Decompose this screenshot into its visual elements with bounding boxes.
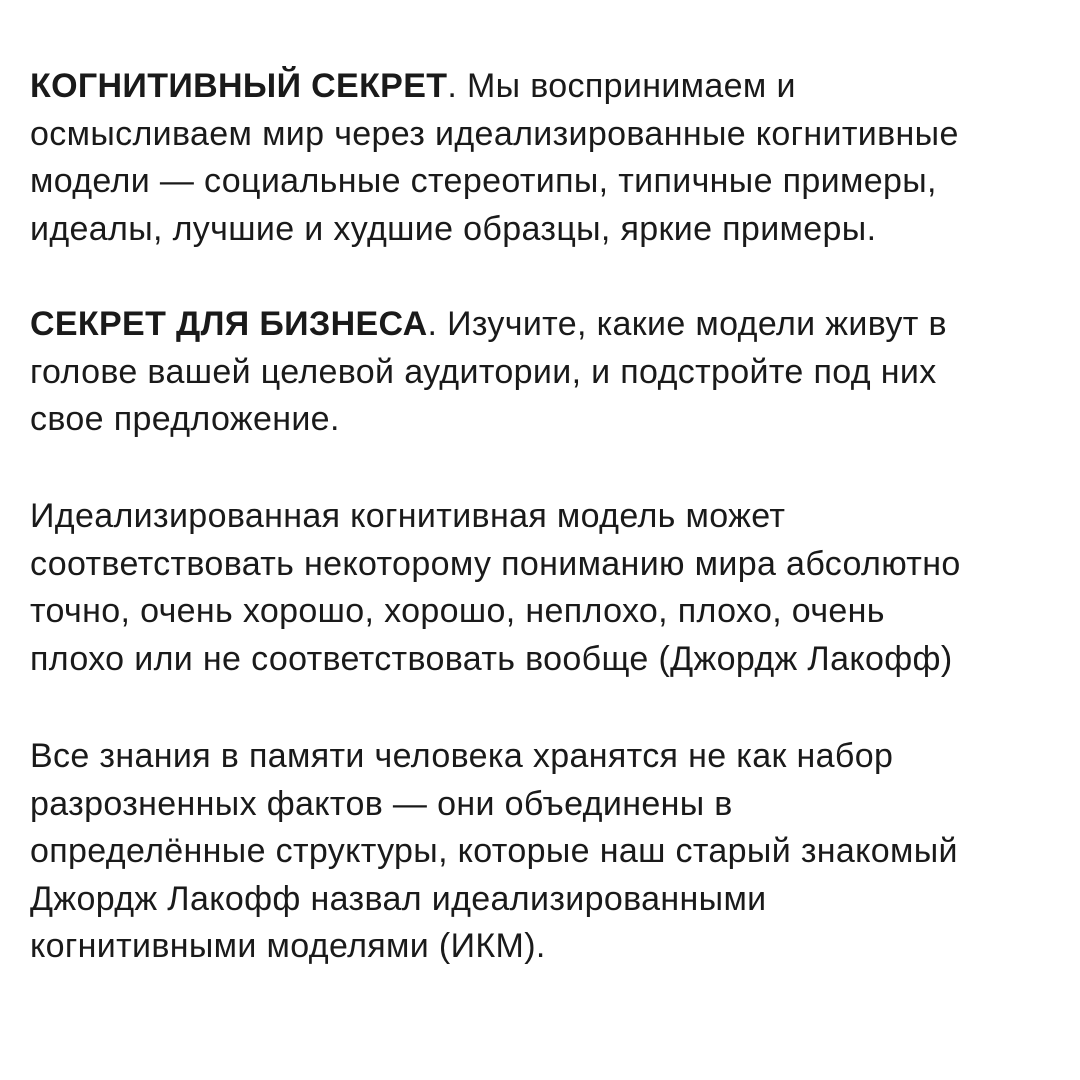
text-line: разрозненных фактов — они объединены в [30, 784, 733, 823]
paragraph-cognitive-secret [30, 63, 959, 253]
text-line: свое предложение. [30, 400, 340, 438]
text-line: голове вашей целевой аудитории, и подстройте под них [30, 352, 937, 391]
text-line: Все знания в памяти человека хранятся не как набор [30, 737, 894, 775]
text-line: когнитивными моделями (ИКМ). [30, 927, 546, 965]
text-line [30, 63, 959, 111]
text-line: Идеализированная когнитивная модель может [30, 497, 786, 535]
text-line: модели — социальные стереотипы, типичные примеры, [30, 162, 937, 200]
heading-business-secret: СЕКРЕТ ДЛЯ БИЗНЕСА [30, 305, 428, 343]
text-line: точно, очень хорошо, хорошо, неплохо, плохо, очень [30, 592, 885, 630]
text-line: осмысливаем мир через идеализированные когнитивные [30, 114, 959, 153]
text-line: определённые структуры, которые наш старый знакомый [30, 832, 958, 870]
text-line: плохо или не соответствовать вообще (Джордж Лакофф) [30, 639, 953, 678]
text-line: идеалы, лучшие и худшие образцы, яркие примеры. [30, 209, 877, 248]
text-line: соответствовать некоторому пониманию мира абсолютно [30, 544, 961, 583]
text-span: . Изучите, какие модели живут в [427, 305, 947, 343]
paragraph-icm-definition [30, 493, 961, 683]
heading-cognitive-secret: КОГНИТИВНЫЙ СЕКРЕТ [30, 67, 448, 105]
text-line: Джордж Лакофф назвал идеализированными [30, 879, 767, 918]
paragraph-business-secret [30, 301, 947, 444]
text-line [30, 301, 947, 349]
text-span: . Мы воспринимаем и [447, 67, 796, 105]
paragraph-knowledge-structures [30, 733, 958, 971]
